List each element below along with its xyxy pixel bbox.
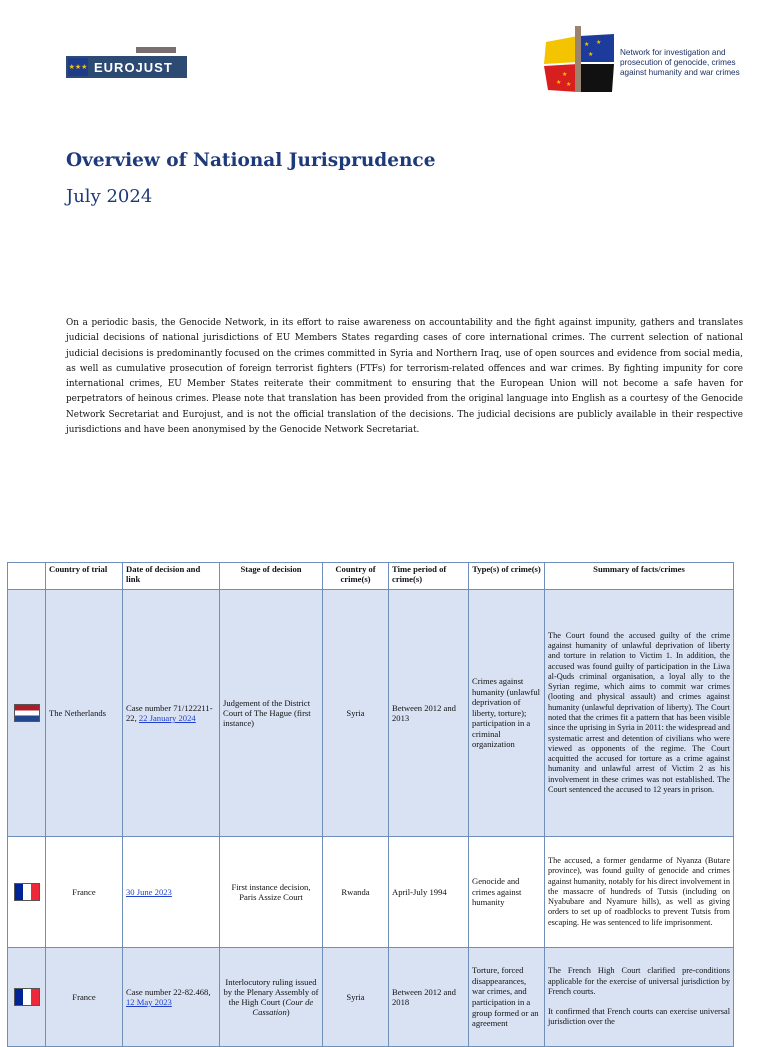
- stage-end-text: ): [286, 1007, 290, 1017]
- flag-cell: [8, 948, 46, 1047]
- flag-cell: [8, 590, 46, 837]
- stage-cell: [220, 948, 323, 1047]
- column-header-summary: Summary of facts/crimes: [545, 563, 734, 590]
- types-cell: Genocide and crimes against humanity: [469, 837, 545, 948]
- column-header-date: Date of decision and link: [123, 563, 220, 590]
- decision-link[interactable]: 30 June 2023: [126, 887, 172, 897]
- summary-paragraph: It confirmed that French courts can exercise universal jurisdiction over the: [548, 1007, 730, 1027]
- stage-text: Interlocutory ruling issued by the Plenary Assembly of the High Court (: [223, 977, 319, 1007]
- stage-italic-text: Cour de Cassation: [252, 997, 314, 1017]
- summary-cell: [545, 948, 734, 1047]
- eurojust-logo: [66, 47, 187, 79]
- decision-link[interactable]: 12 May 2023: [126, 997, 172, 1007]
- column-header-period: Time period of crime(s): [389, 563, 469, 590]
- logo-bar: [136, 47, 176, 53]
- decision-link[interactable]: 22 January 2024: [138, 713, 196, 723]
- period-cell: Between 2012 and 2018: [389, 948, 469, 1047]
- table-header-row: [8, 563, 734, 590]
- page-title: Overview of National Jurisprudence: [66, 150, 436, 171]
- eu-flag-icon: ★★★: [68, 58, 88, 76]
- stage-cell: First instance decision, Paris Assize Court: [220, 837, 323, 948]
- svg-text:★: ★: [562, 71, 568, 78]
- case-number-text: Case number 71/122211-22,: [126, 703, 213, 723]
- network-logo-text: [620, 48, 750, 78]
- table-row: [8, 837, 734, 948]
- country-of-trial-cell: The Netherlands: [46, 590, 123, 837]
- svg-text:★: ★: [596, 39, 602, 46]
- svg-text:★: ★: [566, 81, 572, 88]
- eurojust-logo-text: EUROJUST: [94, 59, 173, 75]
- case-number-text: Case number 22-82.468,: [126, 987, 211, 997]
- svg-text:★: ★: [556, 79, 562, 86]
- network-logo-line: against humanity and war crimes: [620, 68, 740, 77]
- flag-cell: [8, 837, 46, 948]
- intro-paragraph: On a periodic basis, the Genocide Network, in its effort to raise awareness on accountability and the fight against impunity, gathers and translates judicial decisions of national jurisdictions of EU Members States regarding cases of core international crimes. The current selection of national judicial decisions is predominantly focused on the crimes committed in Syria and Northern Iraq, use of open sources and evidence from social media, as well as cumulative prosecution of foreign terrorist fighters (FTFs) for terrorism-related offences and war crimes. By fighting impunity for core international crimes, EU Member States reiterate their commitment to ensuring that the European Union will not become a safe haven for perpetrators of heinous crimes. Please note that translation has been provided from the original language into English as a courtesy of the Genocide Network Secretariat and Eurojust, and is not the official translation of the decisions. The judicial decisions are publicly available in their respective jurisdictions and have been anonymised by the Genocide Network Secretariat.: [66, 318, 743, 436]
- logo-pillar: [575, 26, 581, 92]
- crime-country-cell: Syria: [323, 948, 389, 1047]
- genocide-network-logo: [542, 24, 618, 96]
- types-cell: Crimes against humanity (unlawful deprivation of liberty, torture); participation in a criminal organization: [469, 590, 545, 837]
- date-cell: [123, 948, 220, 1047]
- svg-text:★: ★: [588, 51, 594, 58]
- network-logo-line: Network for investigation and: [620, 48, 726, 57]
- crime-country-cell: Rwanda: [323, 837, 389, 948]
- france-flag-icon: [14, 988, 40, 1006]
- column-header-flag: [8, 563, 46, 590]
- table-row: [8, 948, 734, 1047]
- logo-yellow-block: [544, 36, 578, 64]
- country-of-trial-cell: France: [46, 948, 123, 1047]
- period-cell: April-July 1994: [389, 837, 469, 948]
- stage-cell: Judgement of the District Court of The Hague (first instance): [220, 590, 323, 837]
- france-flag-icon: [14, 883, 40, 901]
- types-cell: Torture, forced disappearances, war crimes, and participation in a group formed or an agreement: [469, 948, 545, 1047]
- network-logo-line: prosecution of genocide, crimes: [620, 58, 736, 67]
- netherlands-flag-icon: [14, 704, 40, 722]
- column-header-stage: Stage of decision: [220, 563, 323, 590]
- summary-cell: The Court found the accused guilty of the crime against humanity of unlawful deprivation of liberty and torture in relation to Victim 1. In addition, the accused was found guilty of participation in the Liwa al-Quds criminal organisation, a loyal ally to the Syrian regime, which aims to commit war crimes (looting and physical assault) and crimes against humanity (unlawful deprivation of liberty). The Court noted that the crimes fit a pattern that has been visible since the uprising in Syria in 2011: the widespread and systematic arrest and detention of civilians who were viewed as opponents of the regime. The Court acquitted the accused for torture as a crime against humanity and unlawful arrest of Victim 2 as his involvement in these crimes was not established. The Court sentenced the accused to 12 years in prison.: [545, 590, 734, 837]
- table-row: [8, 590, 734, 837]
- jurisprudence-table: [7, 562, 734, 1047]
- summary-cell: The accused, a former gendarme of Nyanza (Butare province), was found guilty of genocide and crimes against humanity, notably for his direct involvement in the massacre of hundreds of Tutsis (including on Nyabubare and Nyamure hills), as well as giving orders to set up of roadblocks to prevent Tutsis from escaping. He was sentenced to life imprisonment.: [545, 837, 734, 948]
- logo-red-block: [544, 64, 578, 92]
- date-cell: [123, 837, 220, 948]
- crime-country-cell: Syria: [323, 590, 389, 837]
- page-subtitle: July 2024: [66, 186, 153, 207]
- column-header-country-of-trial: Country of trial: [46, 563, 123, 590]
- logo-box: [66, 56, 187, 78]
- column-header-crime-country: Country of crime(s): [323, 563, 389, 590]
- column-header-types: Type(s) of crime(s): [469, 563, 545, 590]
- logo-black-block: [580, 64, 614, 92]
- period-cell: Between 2012 and 2013: [389, 590, 469, 837]
- country-of-trial-cell: France: [46, 837, 123, 948]
- svg-text:★: ★: [584, 41, 590, 48]
- summary-paragraph: The French High Court clarified pre-conditions applicable for the exercise of universal jurisdiction by French courts.: [548, 966, 730, 996]
- date-cell: [123, 590, 220, 837]
